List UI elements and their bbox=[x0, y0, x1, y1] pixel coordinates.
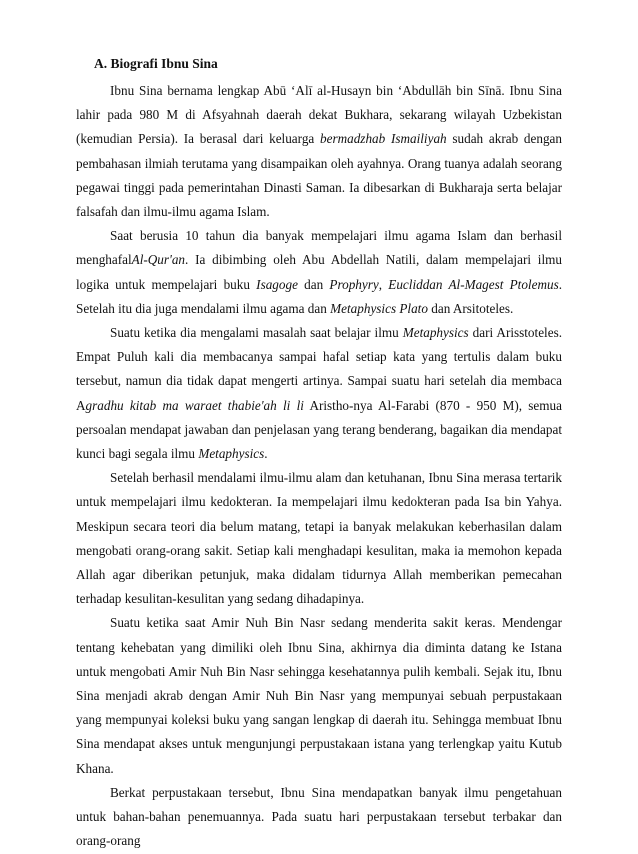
text-run: . bbox=[264, 446, 268, 462]
paragraph bbox=[76, 79, 562, 224]
text-run: dan Arsitoteles. bbox=[427, 300, 514, 316]
italic-term: Metaphysics Plato bbox=[330, 300, 428, 316]
text-run: dari Arisstoteles. Empat Puluh kali dia membacanya sampai hafal setiap kata yang tertulis dalam buku tersebut, namun dia tidak dapat mengerti artinya. Sampai suatu hari setelah dia membaca A bbox=[76, 325, 562, 413]
text-run: Ibnu Sina bernama lengkap Abū ‘Alī al-Husayn bin ‘Abdullāh bin Sīnā. Ibnu Sina lahir pada 980 M di Afsyahnah daerah dekat Bukhara, sekarang wilayah Uzbekistan (kemudian Persia). Ia berasal dari keluarga bbox=[76, 83, 562, 147]
text-run: dan bbox=[297, 276, 330, 292]
italic-term: Metaphysics bbox=[198, 446, 265, 462]
paragraph bbox=[76, 781, 562, 854]
italic-term: Prophyry bbox=[329, 276, 379, 292]
paragraph bbox=[76, 224, 562, 321]
text-run: Suatu ketika saat Amir Nuh Bin Nasr sedang menderita sakit keras. Mendengar tentang kehebatan yang dimiliki oleh Ibnu Sina, akhirnya dia diminta datang ke Istana untuk mengobati Amir Nuh Bin Nasr sehingga kesehatannya pulih kembali. Sejak itu, Ibnu Sina menjadi akrab dengan Amir Nuh Bin Nasr yang mempunyai sebuah perpustakaan yang mempunyai koleksi buku yang sangan lengkap di daerah itu. Sehingga membuat Ibnu Sina mendapat akses untuk mengunjungi perpustakaan istana yang terlengkap yaitu Kutub Khana. bbox=[76, 615, 562, 776]
document-body bbox=[76, 79, 562, 854]
text-run: Saat berusia 10 tahun dia banyak mempelajari ilmu agama Islam dan berhasil menghafal bbox=[76, 228, 562, 268]
text-run: Suatu ketika dia mengalami masalah saat belajar ilmu bbox=[110, 325, 403, 341]
text-run: . Setelah itu dia juga mendalami ilmu agama dan bbox=[76, 276, 562, 316]
italic-term: bermadzhab Ismailiyah bbox=[320, 131, 447, 147]
text-run: Setelah berhasil mendalami ilmu-ilmu alam dan ketuhanan, Ibnu Sina merasa tertarik untuk mempelajari ilmu kedokteran. Ia mempelajari ilmu kedokteran pada Isa bin Yahya. Meskipun secara teori dia belum matang, tetapi ia banyak melakukan keberhasilan dalam mengobati orang-orang sakit. Setiap kali menghadapi kesulitan, maka ia memohon kepada Allah agar diberikan petunjuk, maka didalam tidurnya Allah memberikan pemecahan terhadap kesulitan-kesulitan yang sedang dihadapinya. bbox=[76, 470, 562, 607]
italic-term: Al-Qur'an bbox=[131, 252, 186, 268]
text-run: sudah akrab dengan pembahasan ilmiah terutama yang disampaikan oleh ayahnya. Orang tuanya adalah seorang pegawai tinggi pada pemerintahan Dinasti Saman. Ia dibesarkan di Bukharaja serta belajar falsafah dan ilmu-ilmu agama Islam. bbox=[76, 131, 562, 220]
text-run: Aristho-nya Al-Farabi (870 - 950 M), semua persoalan mendapat jawaban dan penjelasan yang terang benderang, bagaikan dia mendapat kunci bagi segala ilmu bbox=[76, 397, 562, 462]
paragraph bbox=[76, 466, 562, 611]
italic-term: Metaphysics bbox=[402, 325, 469, 341]
text-run: , bbox=[378, 276, 389, 292]
italic-term: Isagoge bbox=[256, 276, 298, 292]
italic-term: Eucliddan Al-Magest Ptolemus bbox=[388, 276, 559, 292]
italic-term: gradhu kitab ma waraet thabie'ah li li bbox=[85, 397, 304, 413]
paragraph bbox=[76, 321, 562, 466]
section-heading: A. Biografi Ibnu Sina bbox=[94, 56, 218, 71]
paragraph bbox=[76, 611, 562, 780]
text-run: Berkat perpustakaan tersebut, Ibnu Sina mendapatkan banyak ilmu pengetahuan untuk bahan-bahan penemuannya. Pada suatu hari perpustakaan tersebut terbakar dan orang-orang bbox=[76, 784, 562, 849]
text-run: . Ia dibimbing oleh Abu Abdellah Natili, dalam mempelajari ilmu logika untuk mempelajari buku bbox=[76, 252, 562, 292]
